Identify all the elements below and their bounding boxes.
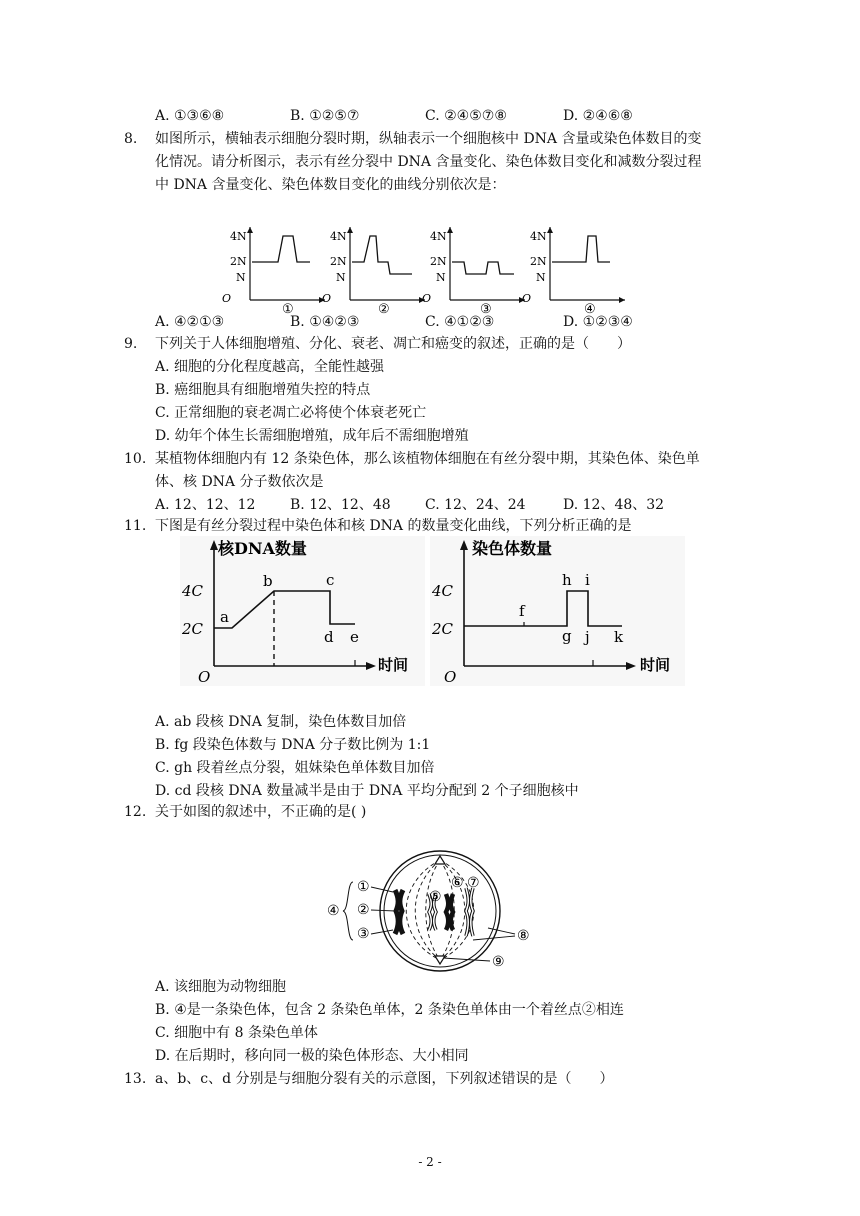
q8-graphs-figure (222, 222, 630, 317)
q12-number: 12. (124, 804, 147, 820)
origin-label: O (322, 292, 332, 305)
q8-option-c: C. ④①②③ (425, 314, 495, 330)
label-4: ④ (327, 903, 340, 919)
q10-option-a: A. 12、12、12 (155, 497, 256, 513)
q10-option-c: C. 12、24、24 (425, 497, 526, 513)
q7-option-c: C. ②④⑤⑦⑧ (425, 108, 507, 124)
q7-option-d: D. ②④⑥⑧ (563, 108, 633, 124)
origin-label: O (422, 292, 432, 305)
q11-stem: 下图是有丝分裂过程中染色体和核 DNA 的数量变化曲线，下列分析正确的是 (155, 518, 632, 534)
q13-stem: a、b、c、d 分别是与细胞分裂有关的示意图，下列叙述错误的是（ ） (155, 1071, 614, 1087)
q8-option-d: D. ①②③④ (563, 314, 633, 330)
q10-stem-line-2: 体、核 DNA 分子数依次是 (155, 474, 324, 490)
chromosome-mid-dark (446, 894, 453, 930)
q8-graph-3 (422, 227, 525, 317)
y-label-2n: 2N (430, 255, 447, 268)
y-label-2n: 2N (230, 255, 247, 268)
y-label-2n: 2N (530, 255, 547, 268)
q11-option-c: C. gh 段着丝点分裂，姐妹染色单体数目加倍 (155, 760, 435, 776)
point-d: d (324, 628, 334, 646)
q12-cell-figure (325, 848, 540, 974)
y-label-n: N (236, 271, 246, 284)
point-c: c (326, 571, 335, 589)
label-2: ② (357, 902, 370, 918)
q11-option-d: D. cd 段核 DNA 数量减半是由于 DNA 平均分配到 2 个子细胞核中 (155, 783, 579, 799)
y-label-n: N (336, 271, 346, 284)
dna-origin: O (198, 668, 211, 686)
y-label-4n: 4N (530, 230, 547, 243)
q12-option-b: B. ④是一条染色体，包含 2 条染色单体，2 条染色单体由一个着丝点②相连 (155, 1002, 624, 1018)
q8-stem-line-2: 化情况。请分析图示，表示有丝分裂中 DNA 含量变化、染色体数目变化和减数分裂过程 (155, 154, 702, 170)
q8-number: 8. (124, 131, 138, 147)
dna-graph-title: 核DNA数量 (218, 539, 307, 558)
point-i: i (585, 571, 590, 589)
y-label-4n: 4N (230, 230, 247, 243)
y-label-4n: 4N (430, 230, 447, 243)
label-6: ⑥ (451, 875, 464, 891)
label-3: ③ (357, 926, 370, 942)
q12-option-c: C. 细胞中有 8 条染色单体 (155, 1025, 318, 1041)
q8-option-a: A. ④②①③ (155, 314, 225, 330)
q8-option-b: B. ①④②③ (290, 314, 360, 330)
point-b: b (263, 572, 273, 590)
point-k: k (614, 628, 624, 646)
q11-number: 11. (124, 518, 147, 534)
dna-y-label-2c: 2C (182, 620, 204, 638)
label-5: ⑤ (429, 889, 442, 905)
q12-option-a: A. 该细胞为动物细胞 (155, 979, 287, 995)
dna-x-label: 时间 (378, 656, 409, 674)
q7-option-a: A. ①③⑥⑧ (155, 108, 225, 124)
y-label-n: N (536, 271, 546, 284)
chromosome-graph-title: 染色体数量 (472, 539, 553, 558)
point-a: a (220, 608, 229, 626)
graph-label-4: ④ (584, 302, 596, 317)
q9-option-a: A. 细胞的分化程度越高，全能性越强 (155, 359, 385, 375)
q8-stem-line-3: 中 DNA 含量变化、染色体数目变化的曲线分别依次是： (155, 177, 506, 193)
q11-option-a: A. ab 段核 DNA 复制，染色体数目加倍 (155, 714, 407, 730)
graph-label-1: ① (282, 302, 294, 317)
q8-graph-2 (322, 227, 425, 317)
label-8: ⑧ (517, 928, 530, 944)
q9-stem: 下列关于人体细胞增殖、分化、衰老、凋亡和癌变的叙述，正确的是（ ） (155, 336, 631, 352)
chromosome-y-label-4c: 4C (432, 582, 454, 600)
point-j: j (585, 628, 590, 646)
q10-number: 10. (124, 451, 147, 467)
chromosome-right-light (466, 888, 473, 936)
chromosome-y-label-2c: 2C (432, 620, 454, 638)
chromosome-origin: O (444, 668, 457, 686)
q9-option-b: B. 癌细胞具有细胞增殖失控的特点 (155, 382, 371, 398)
point-f: f (519, 602, 525, 620)
page-number: - 2 - (418, 1155, 442, 1169)
chromosome-x-label: 时间 (640, 656, 671, 674)
q11-option-b: B. fg 段染色体数与 DNA 分子数比例为 1:1 (155, 737, 431, 753)
point-h: h (562, 571, 572, 589)
y-label-4n: 4N (330, 230, 347, 243)
q12-option-d: D. 在后期时，移向同一极的染色体形态、大小相同 (155, 1048, 469, 1064)
q13-number: 13. (124, 1071, 147, 1087)
y-label-n: N (436, 271, 446, 284)
q10-option-d: D. 12、48、32 (563, 497, 665, 513)
chromosome-left-dark (395, 890, 403, 934)
q8-graph-4 (522, 227, 625, 317)
q10-stem-line-1: 某植物体细胞内有 12 条染色体，那么该植物体细胞在有丝分裂中期，其染色体、染色单 (155, 451, 700, 467)
label-9: ⑨ (492, 954, 505, 970)
origin-label: O (222, 292, 232, 305)
y-label-2n: 2N (330, 255, 347, 268)
q10-option-b: B. 12、12、48 (290, 497, 391, 513)
label-1: ① (357, 879, 370, 895)
point-e: e (350, 628, 359, 646)
origin-label: O (522, 292, 532, 305)
q12-stem: 关于如图的叙述中，不正确的是( ) (155, 804, 367, 820)
graph-label-3: ③ (480, 302, 492, 317)
q8-graph-1 (222, 227, 325, 317)
q9-number: 9. (124, 336, 138, 352)
point-g: g (562, 627, 572, 645)
q9-option-d: D. 幼年个体生长需细胞增殖，成年后不需细胞增殖 (155, 428, 469, 444)
q8-stem-line-1: 如图所示，横轴表示细胞分裂时期，纵轴表示一个细胞核中 DNA 含量或染色体数目的变 (155, 131, 702, 147)
dna-y-label-4c: 4C (182, 582, 204, 600)
q7-option-b: B. ①②⑤⑦ (290, 108, 360, 124)
q11-chromosome-graph (430, 536, 685, 686)
label-7: ⑦ (467, 875, 480, 891)
q9-option-c: C. 正常细胞的衰老凋亡必将使个体衰老死亡 (155, 405, 427, 421)
graph-label-2: ② (378, 302, 390, 317)
q11-dna-graph (180, 536, 425, 686)
